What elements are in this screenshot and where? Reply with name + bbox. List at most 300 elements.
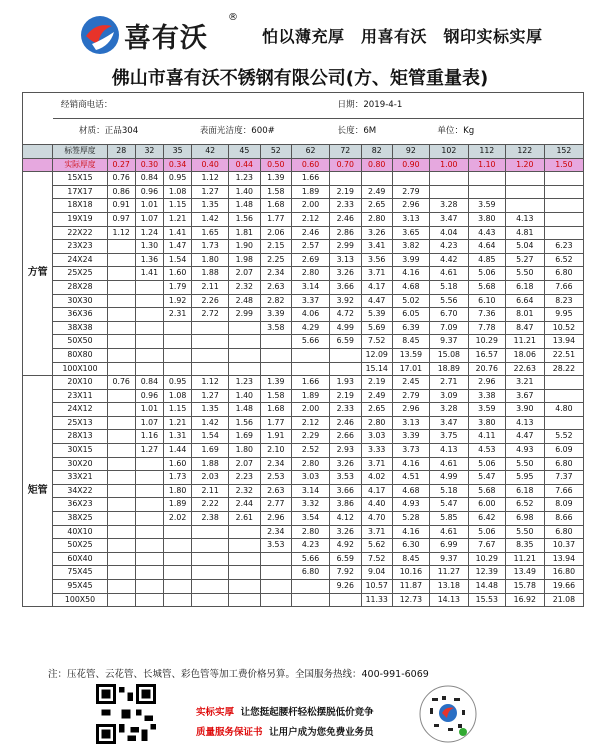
table-row (23, 226, 584, 240)
weight-value: 2.63 (260, 484, 291, 498)
weight-value: 10.52 (544, 321, 583, 335)
weight-value: 8.09 (544, 498, 583, 512)
square-tube-label: 方管 (23, 172, 53, 376)
weight-value: 2.80 (292, 457, 330, 471)
actual-value: 1.20 (505, 158, 544, 172)
weight-value: 6.18 (505, 280, 544, 294)
weight-value: 3.26 (330, 525, 361, 539)
table-row (23, 185, 584, 199)
weight-value (107, 471, 135, 485)
weight-value: 6.18 (505, 484, 544, 498)
weight-value (107, 335, 135, 349)
table-row (23, 389, 584, 403)
weight-value: 2.65 (361, 199, 392, 213)
weight-value (107, 267, 135, 281)
weight-value: 3.32 (292, 498, 330, 512)
weight-value: 1.54 (164, 253, 192, 267)
weight-value: 21.08 (544, 593, 583, 607)
weight-value: 2.44 (229, 498, 260, 512)
weight-value: 2.03 (192, 471, 229, 485)
size-label: 34X22 (53, 484, 107, 498)
size-label: 100X100 (53, 362, 107, 376)
weight-value: 4.06 (292, 308, 330, 322)
weight-value: 1.89 (292, 185, 330, 199)
weight-value: 10.29 (468, 552, 505, 566)
size-label: 36X23 (53, 498, 107, 512)
weight-value: 22.51 (544, 348, 583, 362)
table-row (23, 253, 584, 267)
weight-value: 13.94 (544, 335, 583, 349)
weight-value (164, 593, 192, 607)
size-label: 24X24 (53, 253, 107, 267)
weight-value (544, 389, 583, 403)
weight-value (164, 566, 192, 580)
weight-value: 2.22 (192, 498, 229, 512)
size-label: 23X11 (53, 389, 107, 403)
weight-value (135, 525, 163, 539)
weight-value (107, 403, 135, 417)
weight-value: 15.14 (361, 362, 392, 376)
weight-value: 6.80 (544, 525, 583, 539)
weight-value: 11.33 (361, 593, 392, 607)
page-header (0, 0, 600, 62)
size-label: 38X38 (53, 321, 107, 335)
weight-value: 4.51 (392, 471, 429, 485)
weight-value: 4.99 (330, 321, 361, 335)
size-label: 30X30 (53, 294, 107, 308)
weight-value: 1.68 (260, 199, 291, 213)
weight-value: 6.00 (468, 498, 505, 512)
weight-value: 2.80 (361, 416, 392, 430)
material: 材质：正品304 (53, 119, 192, 145)
weight-value: 4.70 (361, 512, 392, 526)
qr-code-icon (96, 684, 156, 744)
weight-value: 10.37 (544, 539, 583, 553)
actual-value: 0.34 (164, 158, 192, 172)
weight-value: 2.10 (260, 444, 291, 458)
weight-value: 11.87 (392, 580, 429, 594)
weight-value: 2.29 (292, 430, 330, 444)
weight-value: 3.14 (292, 280, 330, 294)
weight-value: 6.80 (544, 457, 583, 471)
weight-value (505, 172, 544, 186)
weight-value: 4.02 (361, 471, 392, 485)
weight-value: 6.05 (392, 308, 429, 322)
weight-value: 5.27 (505, 253, 544, 267)
size-label: 33X21 (53, 471, 107, 485)
weight-value: 2.02 (164, 512, 192, 526)
weight-value (260, 362, 291, 376)
weight-value: 6.80 (292, 566, 330, 580)
weight-value: 1.12 (192, 172, 229, 186)
weight-value: 2.00 (292, 403, 330, 417)
nominal-value: 45 (229, 145, 260, 159)
weight-value: 5.85 (429, 512, 468, 526)
weight-value: 0.97 (107, 212, 135, 226)
weight-value (107, 457, 135, 471)
size-label: 17X17 (53, 185, 107, 199)
weight-value (107, 294, 135, 308)
table-row (23, 240, 584, 254)
weight-value: 1.36 (135, 253, 163, 267)
weight-value: 4.16 (392, 525, 429, 539)
weight-value: 3.28 (429, 199, 468, 213)
company-title: 佛山市喜有沃不锈钢有限公司(方、矩管重量表) (111, 68, 489, 89)
weight-value: 3.03 (292, 471, 330, 485)
weight-value: 2.38 (192, 512, 229, 526)
weight-value: 2.06 (260, 226, 291, 240)
weight-value: 20.76 (468, 362, 505, 376)
slogan: 怕以薄充厚 用喜有沃 钢印实标实厚 (262, 27, 543, 46)
table-row (23, 212, 584, 226)
weight-value (292, 348, 330, 362)
weight-value: 1.58 (260, 185, 291, 199)
size-label: 28X13 (53, 430, 107, 444)
weight-value: 2.19 (330, 185, 361, 199)
weight-value (192, 552, 229, 566)
weight-value: 10.29 (468, 335, 505, 349)
actual-value: 1.50 (544, 158, 583, 172)
size-label: 36X36 (53, 308, 107, 322)
weight-value: 5.50 (505, 525, 544, 539)
weight-value (164, 525, 192, 539)
finish: 表面光洁度：600# (192, 119, 330, 145)
weight-value: 4.80 (544, 403, 583, 417)
weight-value: 0.86 (107, 185, 135, 199)
weight-value (361, 172, 392, 186)
nominal-value: 82 (361, 145, 392, 159)
weight-value: 5.47 (468, 471, 505, 485)
actual-value: 0.30 (135, 158, 163, 172)
weight-value: 3.13 (330, 253, 361, 267)
weight-value: 4.72 (330, 308, 361, 322)
weight-value: 5.69 (361, 321, 392, 335)
weight-value (107, 253, 135, 267)
weight-value: 1.41 (135, 267, 163, 281)
weight-value: 2.66 (330, 430, 361, 444)
weight-value: 1.48 (229, 199, 260, 213)
table-row (23, 199, 584, 213)
weight-value: 4.85 (468, 253, 505, 267)
weight-value: 1.44 (164, 444, 192, 458)
weight-table (22, 92, 584, 607)
weight-value: 1.73 (164, 471, 192, 485)
weight-value: 7.37 (544, 471, 583, 485)
weight-value: 0.96 (135, 389, 163, 403)
weight-value (330, 348, 361, 362)
weight-value: 1.21 (164, 212, 192, 226)
nominal-value: 152 (544, 145, 583, 159)
weight-value: 3.82 (392, 240, 429, 254)
nominal-value: 72 (330, 145, 361, 159)
weight-value: 3.67 (505, 389, 544, 403)
weight-value: 4.23 (292, 539, 330, 553)
weight-value (107, 280, 135, 294)
weight-value: 1.90 (229, 240, 260, 254)
weight-value: 3.39 (392, 430, 429, 444)
weight-value (135, 280, 163, 294)
weight-value (107, 389, 135, 403)
weight-value: 1.40 (229, 185, 260, 199)
weight-value: 6.59 (330, 552, 361, 566)
weight-value: 6.30 (392, 539, 429, 553)
weight-value: 4.29 (292, 321, 330, 335)
weight-value: 1.79 (164, 280, 192, 294)
weight-value: 5.06 (468, 267, 505, 281)
weight-value (260, 335, 291, 349)
weight-value: 5.50 (505, 267, 544, 281)
blank-cell (23, 158, 53, 172)
weight-value: 4.42 (429, 253, 468, 267)
size-label: 38X25 (53, 512, 107, 526)
weight-value: 2.48 (229, 294, 260, 308)
weight-value: 7.52 (361, 335, 392, 349)
weight-value: 1.56 (229, 212, 260, 226)
weight-value: 1.27 (192, 389, 229, 403)
weight-value: 2.19 (330, 389, 361, 403)
weight-value: 13.49 (505, 566, 544, 580)
weight-value (164, 362, 192, 376)
weight-value: 1.08 (164, 389, 192, 403)
weight-value: 2.93 (330, 444, 361, 458)
weight-value: 5.28 (392, 512, 429, 526)
weight-value: 2.49 (361, 185, 392, 199)
weight-value: 3.99 (392, 253, 429, 267)
weight-value (135, 335, 163, 349)
weight-value: 3.33 (361, 444, 392, 458)
weight-value (135, 593, 163, 607)
weight-value (192, 348, 229, 362)
weight-value: 2.63 (260, 280, 291, 294)
weight-value: 2.99 (330, 240, 361, 254)
weight-value: 4.61 (429, 267, 468, 281)
weight-value: 4.13 (505, 416, 544, 430)
size-label: 100X50 (53, 593, 107, 607)
weight-value: 2.26 (192, 294, 229, 308)
weight-value: 7.52 (361, 552, 392, 566)
weight-value (192, 593, 229, 607)
weight-value (192, 566, 229, 580)
weight-value: 1.31 (164, 430, 192, 444)
actual-thickness-row (23, 158, 584, 172)
weight-value (107, 444, 135, 458)
weight-value: 1.16 (135, 430, 163, 444)
weight-value: 8.35 (505, 539, 544, 553)
weight-value (164, 580, 192, 594)
weight-value: 1.60 (164, 457, 192, 471)
weight-value: 3.37 (292, 294, 330, 308)
weight-value: 2.96 (468, 376, 505, 390)
weight-value: 2.07 (229, 457, 260, 471)
table-row (23, 498, 584, 512)
weight-value: 3.13 (392, 212, 429, 226)
weight-value: 3.92 (330, 294, 361, 308)
size-label: 19X19 (53, 212, 107, 226)
weight-value: 1.01 (135, 403, 163, 417)
weight-value: 16.92 (505, 593, 544, 607)
weight-value: 1.08 (164, 185, 192, 199)
weight-value: 2.71 (429, 376, 468, 390)
weight-value: 4.68 (392, 484, 429, 498)
weight-value: 2.23 (229, 471, 260, 485)
weight-value: 1.92 (164, 294, 192, 308)
weight-value: 1.47 (164, 240, 192, 254)
weight-value: 4.12 (330, 512, 361, 526)
weight-value: 2.57 (292, 240, 330, 254)
table-row (23, 321, 584, 335)
weight-value: 3.73 (392, 444, 429, 458)
weight-value: 1.21 (164, 416, 192, 430)
size-label: 18X18 (53, 199, 107, 213)
weight-value: 4.47 (361, 294, 392, 308)
weight-value: 2.72 (192, 308, 229, 322)
actual-value: 0.60 (292, 158, 330, 172)
weight-value: 6.70 (429, 308, 468, 322)
size-label: 22X22 (53, 226, 107, 240)
weight-value (107, 525, 135, 539)
weight-value (135, 552, 163, 566)
weight-value: 2.11 (192, 280, 229, 294)
rect-tube-label: 矩管 (23, 376, 53, 607)
weight-value: 4.16 (392, 267, 429, 281)
weight-value: 3.09 (429, 389, 468, 403)
nominal-thickness-row (23, 145, 584, 159)
info-row-1 (23, 93, 584, 119)
weight-value: 6.10 (468, 294, 505, 308)
weight-value: 11.27 (429, 566, 468, 580)
weight-value (229, 552, 260, 566)
weight-value: 1.27 (192, 185, 229, 199)
weight-value: 2.80 (361, 212, 392, 226)
weight-value: 7.66 (544, 484, 583, 498)
weight-value: 2.61 (229, 512, 260, 526)
weight-value: 1.98 (229, 253, 260, 267)
weight-value (229, 580, 260, 594)
weight-value (192, 321, 229, 335)
weight-value (505, 185, 544, 199)
weight-value: 2.33 (330, 199, 361, 213)
weight-value: 22.63 (505, 362, 544, 376)
weight-value: 3.26 (330, 267, 361, 281)
table-row (23, 593, 584, 607)
weight-value: 6.39 (392, 321, 429, 335)
weight-value: 3.41 (361, 240, 392, 254)
weight-value: 3.26 (361, 226, 392, 240)
weight-value: 3.47 (429, 212, 468, 226)
weight-value: 1.24 (135, 226, 163, 240)
weight-value (192, 362, 229, 376)
weight-value: 3.90 (505, 403, 544, 417)
weight-value: 10.57 (361, 580, 392, 594)
weight-value: 2.31 (164, 308, 192, 322)
weight-value: 2.07 (229, 267, 260, 281)
weight-value (544, 226, 583, 240)
weight-value (229, 539, 260, 553)
table-row (23, 416, 584, 430)
nominal-value: 112 (468, 145, 505, 159)
weight-value: 1.80 (164, 484, 192, 498)
weight-value: 3.03 (361, 430, 392, 444)
weight-value: 15.08 (429, 348, 468, 362)
weight-value (544, 185, 583, 199)
weight-value: 2.96 (392, 403, 429, 417)
weight-value (135, 512, 163, 526)
weight-value: 2.32 (229, 484, 260, 498)
weight-value: 2.34 (260, 457, 291, 471)
weight-value: 2.46 (330, 416, 361, 430)
weight-value: 9.95 (544, 308, 583, 322)
weight-value: 4.68 (392, 280, 429, 294)
size-label: 95X45 (53, 580, 107, 594)
qr-code-icon (418, 684, 478, 744)
weight-value (544, 416, 583, 430)
weight-value: 7.67 (468, 539, 505, 553)
weight-value: 2.77 (260, 498, 291, 512)
weight-value (135, 362, 163, 376)
nominal-value: 35 (164, 145, 192, 159)
weight-value: 1.88 (192, 457, 229, 471)
weight-value: 1.88 (192, 267, 229, 281)
weight-value: 1.35 (192, 403, 229, 417)
weight-value: 0.95 (164, 376, 192, 390)
weight-value: 2.80 (292, 267, 330, 281)
weight-value: 4.93 (392, 498, 429, 512)
weight-value: 5.68 (468, 280, 505, 294)
weight-value (135, 566, 163, 580)
weight-value: 1.69 (229, 430, 260, 444)
weight-value: 3.26 (330, 457, 361, 471)
weight-value: 28.22 (544, 362, 583, 376)
weight-value (107, 566, 135, 580)
nominal-value: 92 (392, 145, 429, 159)
weight-value (260, 580, 291, 594)
weight-value: 1.66 (292, 376, 330, 390)
weight-value: 1.42 (192, 416, 229, 430)
weight-value (107, 321, 135, 335)
weight-value: 5.52 (544, 430, 583, 444)
weight-value: 15.78 (505, 580, 544, 594)
weight-value: 6.99 (429, 539, 468, 553)
weight-value: 1.56 (229, 416, 260, 430)
weight-value: 5.18 (429, 484, 468, 498)
weight-value: 2.82 (260, 294, 291, 308)
weight-value: 1.42 (192, 212, 229, 226)
weight-value: 5.62 (361, 539, 392, 553)
weight-value: 3.39 (260, 308, 291, 322)
weight-value: 7.36 (468, 308, 505, 322)
weight-value: 14.48 (468, 580, 505, 594)
actual-value: 1.00 (429, 158, 468, 172)
weight-value: 3.66 (330, 484, 361, 498)
weight-value: 2.53 (260, 471, 291, 485)
weight-value (107, 512, 135, 526)
logo-icon (78, 14, 122, 56)
size-label: 50X50 (53, 335, 107, 349)
actual-value: 0.90 (392, 158, 429, 172)
weight-value: 15.53 (468, 593, 505, 607)
weight-value: 3.54 (292, 512, 330, 526)
weight-value: 0.95 (164, 172, 192, 186)
weight-value: 0.84 (135, 376, 163, 390)
size-label: 80X80 (53, 348, 107, 362)
weight-value (135, 294, 163, 308)
weight-value (292, 593, 330, 607)
weight-value: 8.45 (392, 552, 429, 566)
size-label: 60X40 (53, 552, 107, 566)
weight-value: 1.39 (260, 172, 291, 186)
date: 日期：2019-4-1 (330, 93, 584, 119)
weight-value: 3.65 (392, 226, 429, 240)
